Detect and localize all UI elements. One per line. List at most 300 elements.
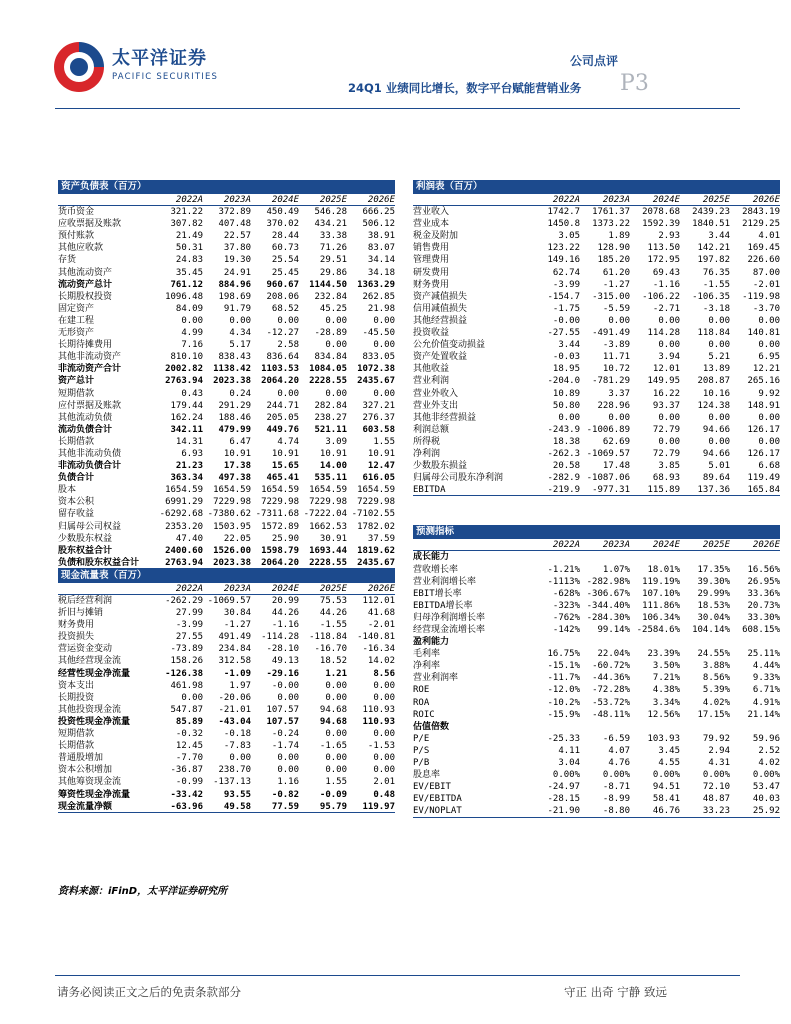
value-cell: 372.89 [218,207,251,218]
value-cell: -118.84 [309,632,347,643]
row-label: 营业收入 [413,207,450,218]
value-cell: -219.9 [547,485,580,496]
table-row [413,448,780,460]
value-cell: 232.84 [314,291,347,302]
value-cell: 370.02 [266,219,299,230]
value-cell: 603.58 [362,424,395,435]
value-cell: 3.50% [652,661,680,672]
table-row [58,363,395,375]
row-label: 货币资金 [58,207,95,218]
value-cell: 0.00 [658,412,680,423]
table-row [58,619,395,631]
row-label: 负债和股东权益合计 [58,557,140,568]
year-header: 2024E [271,583,299,594]
value-cell: 0.00 [277,692,299,703]
row-label: 营业外收入 [413,388,459,399]
value-cell: 0.00 [181,692,203,703]
value-cell: -12.0% [547,685,580,696]
value-cell: 4.11 [558,745,580,756]
value-cell: 1103.53 [261,364,299,375]
year-header: 2026E [752,540,780,551]
value-cell: 26.95% [747,576,780,587]
value-cell: -1.55 [319,620,347,631]
table-row [58,643,395,655]
value-cell: -21.01 [218,704,251,715]
value-cell: 107.57 [266,704,299,715]
value-cell: 8.56% [702,673,730,684]
value-cell: -7.83 [223,741,251,752]
value-cell: 2129.25 [742,219,780,230]
value-cell: -0.82 [271,789,299,800]
value-cell: -28.10 [266,644,299,655]
value-cell: 960.67 [266,279,299,290]
value-cell: 119.19% [642,576,680,587]
value-cell: 0.00 [708,436,730,447]
value-cell: -7222.04 [303,509,347,520]
value-cell: 4.74 [277,436,299,447]
value-cell: 1572.89 [261,521,299,532]
row-label: 其他非流动资产 [58,352,122,363]
value-cell: 25.54 [271,255,299,266]
value-cell: 262.85 [362,291,395,302]
value-cell: -0.09 [319,789,347,800]
table-row [58,436,395,448]
table-row [58,230,395,242]
value-cell: 0.00 [758,315,780,326]
row-label: 营业利润率 [413,673,459,684]
source-note: 资料来源：iFinD，太平洋证券研究所 [58,886,228,897]
value-cell: -44.36% [592,673,630,684]
value-cell: -73.89 [170,644,203,655]
value-cell: 1363.29 [357,279,395,290]
value-cell: 0.00 [325,315,347,326]
value-cell: 3.94 [658,352,680,363]
value-cell: 208.87 [697,376,730,387]
value-cell: 126.17 [747,448,780,459]
page-letter: P [620,71,635,96]
row-label: EV/EBITDA [413,794,462,805]
year-header: 2022A [175,583,203,594]
value-cell: 1.21 [325,668,347,679]
row-label: 财务费用 [413,279,450,290]
value-cell: 6.47 [229,436,251,447]
table-row [413,412,780,424]
value-cell: 17.38 [223,461,251,472]
table-row [58,655,395,667]
footer-divider [55,975,740,976]
value-cell: 77.59 [271,801,299,812]
value-cell: 0.00% [602,770,630,781]
value-cell: 12.21 [752,364,780,375]
table-row [413,218,780,230]
row-label: 盈利能力 [413,637,450,648]
table-row [413,327,780,339]
table-row [58,375,395,387]
income-statement-table [413,180,780,496]
value-cell: 0.00 [277,765,299,776]
row-label: 营业利润 [413,376,450,387]
row-label: 短期借款 [58,729,95,740]
value-cell: -781.29 [592,376,630,387]
value-cell: 123.22 [547,243,580,254]
table-row [413,684,780,696]
value-cell: -2.71 [652,303,680,314]
value-cell: -1.74 [271,741,299,752]
value-cell: 114.28 [647,328,680,339]
row-label: 负债合计 [58,473,95,484]
value-cell: 22.57 [223,231,251,242]
value-cell: 44.26 [319,608,347,619]
value-cell: -60.72% [592,661,630,672]
income-title: 利润表（百万） [413,180,780,194]
value-cell: -7102.55 [351,509,395,520]
value-cell: 10.91 [223,448,251,459]
value-cell: 0.00 [658,340,680,351]
value-cell: -43.04 [218,716,251,727]
value-cell: 140.81 [747,328,780,339]
row-label: 净利润 [413,448,441,459]
value-cell: 197.82 [697,255,730,266]
value-cell: -6.59 [602,733,630,744]
table-row [413,648,780,660]
row-label: 净利率 [413,661,441,672]
row-label: 经营性现金净流量 [58,668,131,679]
value-cell: 497.38 [218,473,251,484]
row-label: 其他非经营损益 [413,412,477,423]
value-cell: 25.92 [752,806,780,817]
row-label: 固定资产 [58,303,95,314]
table-row [413,551,780,563]
row-label: 预付账款 [58,231,95,242]
value-cell: -1.21% [547,564,580,575]
value-cell: 9.33% [752,673,780,684]
value-cell: 2064.20 [261,376,299,387]
value-cell: 1693.44 [309,545,347,556]
logo-en-text: PACIFIC SECURITIES [112,72,219,82]
value-cell: -315.00 [592,291,630,302]
value-cell: 93.55 [223,789,251,800]
row-label: 营业利润增长率 [413,576,477,587]
value-cell: 21.49 [175,231,203,242]
row-label: 应付票据及账款 [58,400,122,411]
value-cell: 126.17 [747,424,780,435]
value-cell: 2.01 [373,777,395,788]
row-label: 流动负债合计 [58,424,113,435]
value-cell [630,721,680,733]
value-cell: 72.79 [652,424,680,435]
row-label: 其他流动资产 [58,267,113,278]
table-row [58,279,395,291]
value-cell: -7.70 [175,753,203,764]
value-cell: -36.87 [170,765,203,776]
value-cell: 149.95 [647,376,680,387]
table-row [413,484,780,496]
value-cell: 28.44 [271,231,299,242]
forecast-title: 预测指标 [413,525,780,539]
value-cell: 107.10% [642,588,680,599]
header-divider [55,108,740,109]
value-cell: -0.00 [552,315,580,326]
value-cell: 44.26 [271,608,299,619]
year-header: 2022A [175,195,203,205]
value-cell: 37.59 [367,533,395,544]
value-cell: 2228.55 [309,557,347,568]
value-cell: 84.09 [175,303,203,314]
value-cell: 110.93 [362,704,395,715]
row-label: 资产处置收益 [413,352,468,363]
value-cell: 0.00 [325,765,347,776]
row-label: 在建工程 [58,315,95,326]
value-cell: 0.00% [552,770,580,781]
value-cell: -142% [552,625,580,635]
row-label: 资产减值损失 [413,291,468,302]
table-row [413,400,780,412]
value-cell: 4.99 [181,328,203,339]
year-header: 2023A [602,195,630,205]
table-row [413,242,780,254]
value-cell: 321.22 [170,207,203,218]
value-cell: 2.52 [758,745,780,756]
table-row [58,595,395,607]
value-cell: -119.98 [742,291,780,302]
value-cell: 48.87 [702,794,730,805]
row-label: 普通股增加 [58,753,104,764]
page-digit: 3 [634,71,649,96]
value-cell: 1598.79 [261,545,299,556]
row-label: 估值倍数 [413,721,450,732]
value-cell: 162.24 [170,412,203,423]
value-cell: 3.85 [658,461,680,472]
right-column [413,180,780,818]
value-cell: 1138.42 [213,364,251,375]
header-label-cell [413,539,530,550]
value-cell: 49.13 [271,656,299,667]
value-cell: 0.48 [373,789,395,800]
row-label: 管理费用 [413,255,450,266]
value-cell: 238.27 [314,412,347,423]
forecast-header-row [413,539,780,551]
value-cell: 38.91 [367,231,395,242]
value-cell: 169.45 [747,243,780,254]
value-cell: -243.9 [547,424,580,435]
year-header: 2025E [702,195,730,205]
value-cell: 3.44 [708,231,730,242]
value-cell: 49.58 [223,801,251,812]
value-cell: 312.58 [218,656,251,667]
value-cell: 148.91 [747,400,780,411]
value-cell: 10.16 [702,388,730,399]
value-cell: -33.42 [170,789,203,800]
value-cell: 0.00 [373,692,395,703]
value-cell: 0.00 [277,315,299,326]
row-label: 筹资性现金净流量 [58,789,131,800]
value-cell: 2023.38 [213,376,251,387]
table-row [413,267,780,279]
value-cell: 23.39% [647,649,680,660]
value-cell: 0.00 [758,412,780,423]
value-cell: 7229.98 [357,497,395,508]
row-label: 留存收益 [58,509,95,520]
value-cell: -3.89 [602,340,630,351]
year-header: 2025E [702,540,730,551]
table-row [413,564,780,576]
value-cell: 61.20 [602,267,630,278]
value-cell [530,721,580,733]
row-label: 资本公积 [58,497,95,508]
value-cell: -12.27 [266,328,299,339]
value-cell: 9.92 [758,388,780,399]
value-cell: 110.93 [362,716,395,727]
table-row [413,279,780,291]
value-cell: 68.52 [271,303,299,314]
forecast-table [413,525,780,817]
value-cell: 0.00 [325,680,347,691]
value-cell: -72.28% [592,685,630,696]
balance-title: 资产负债表（百万） [58,180,395,194]
value-cell: 0.00 [558,412,580,423]
row-label: 长期待摊费用 [58,340,113,351]
value-cell: 30.04% [697,612,730,623]
value-cell: 179.44 [170,400,203,411]
value-cell: 112.01 [362,596,395,606]
value-cell: 50.80 [552,400,580,411]
value-cell: 13.89 [702,364,730,375]
value-cell: 1761.37 [592,207,630,218]
value-cell [580,551,630,563]
table-row [413,339,780,351]
value-cell: 2.93 [658,231,680,242]
value-cell: 104.14% [692,625,730,635]
value-cell: 363.34 [170,473,203,484]
year-header: 2023A [223,583,251,594]
value-cell: 4.44% [752,661,780,672]
year-header: 2023A [223,195,251,205]
value-cell [730,721,780,733]
value-cell: -28.15 [547,794,580,805]
row-label: 研发费用 [413,267,450,278]
value-cell: 0.00 [373,340,395,351]
value-cell: 83.07 [367,243,395,254]
value-cell: 1.97 [229,680,251,691]
value-cell: 1.55 [325,777,347,788]
table-row [58,327,395,339]
table-row [58,607,395,619]
row-label: 营业成本 [413,219,450,230]
value-cell [580,721,630,733]
row-label: ROE [413,685,430,696]
value-cell: 14.31 [175,436,203,447]
table-row [413,588,780,600]
value-cell: -1087.06 [586,473,630,484]
value-cell: 238.70 [218,765,251,776]
company-motto: 守正 出奇 宁静 致远 [564,985,667,999]
value-cell: 39.30% [697,576,730,587]
value-cell: -29.16 [266,668,299,679]
value-cell: 5.39% [702,685,730,696]
table-row [413,351,780,363]
table-row [58,460,395,472]
value-cell: 2763.94 [165,376,203,387]
table-row [413,781,780,793]
value-cell: 0.00 [325,753,347,764]
header-label-cell [58,583,155,594]
row-label: ROA [413,697,430,708]
table-row [413,745,780,757]
value-cell: 25.90 [271,533,299,544]
value-cell: 58.41 [652,794,680,805]
value-cell: 47.40 [175,533,203,544]
value-cell: 15.65 [271,461,299,472]
row-label: EBITDA增长率 [413,600,473,611]
row-label: 折旧与摊销 [58,608,104,619]
value-cell: 0.00 [325,388,347,399]
value-cell: 93.37 [652,400,680,411]
value-cell: -0.03 [552,352,580,363]
value-cell: -154.7 [547,291,580,302]
value-cell: -2.01 [752,279,780,290]
value-cell: -1.75 [552,303,580,314]
value-cell: -977.31 [592,485,630,496]
value-cell: 124.38 [697,400,730,411]
table-row [58,545,395,557]
value-cell [580,636,630,648]
table-row [413,660,780,672]
value-cell: 8.56 [373,668,395,679]
value-cell: 535.11 [314,473,347,484]
table-row [413,757,780,769]
value-cell: -63.96 [170,801,203,812]
row-label: 少数股东权益 [58,533,113,544]
row-label: 长期股权投资 [58,291,113,302]
value-cell: -762% [552,612,580,623]
table-row [413,612,780,624]
value-cell: 46.76 [652,806,680,817]
value-cell: 1.07% [602,564,630,575]
table-row [413,697,780,709]
value-cell: 91.79 [223,303,251,314]
row-label: 营业外支出 [413,400,459,411]
value-cell: -53.72% [592,697,630,708]
value-cell: 6.93 [181,448,203,459]
table-row [58,496,395,508]
row-label: 其他投资现金流 [58,704,122,715]
table-row [58,521,395,533]
table-row [413,793,780,805]
value-cell: 491.49 [218,632,251,643]
value-cell: 291.29 [218,400,251,411]
table-row [58,533,395,545]
value-cell: 29.99% [697,588,730,599]
value-cell: -20.06 [218,692,251,703]
value-cell: 106.34% [642,612,680,623]
table-row [413,624,780,636]
row-label: P/S [413,745,430,756]
balance-header-row [58,194,395,206]
row-label: 投资收益 [413,328,450,339]
value-cell: 0.00 [373,315,395,326]
value-cell: 60.73 [271,243,299,254]
value-cell: 4.76 [608,758,630,769]
value-cell: 0.00% [752,770,780,781]
table-row [413,303,780,315]
value-cell: 2228.55 [309,376,347,387]
value-cell: 30.91 [319,533,347,544]
value-cell: 2002.82 [165,364,203,375]
value-cell: 119.97 [362,801,395,812]
value-cell: 21.14% [747,709,780,720]
value-cell: 666.25 [362,207,395,218]
value-cell: -1069.57 [207,596,251,606]
